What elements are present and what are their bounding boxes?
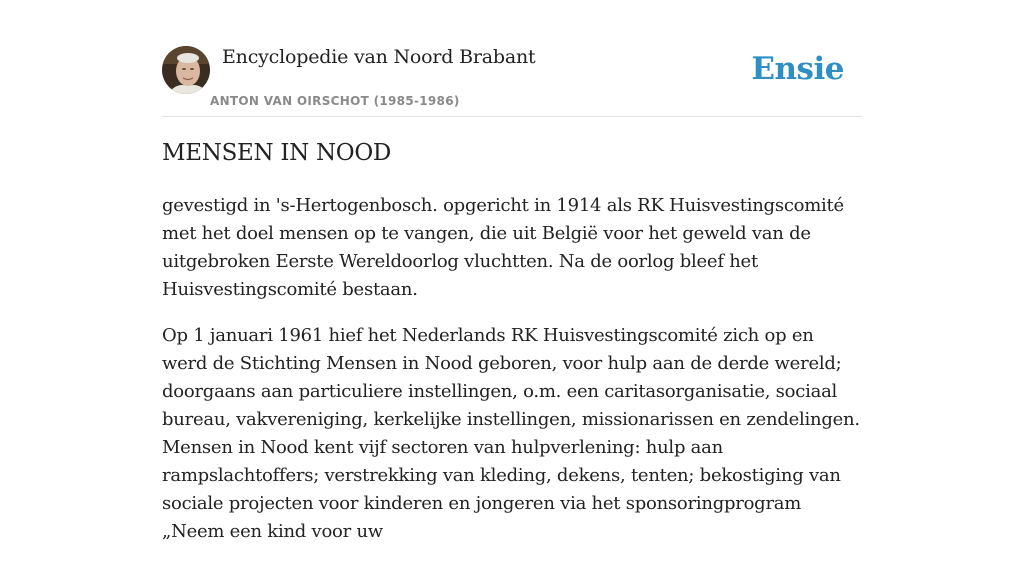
paragraph-1: gevestigd in 's-Hertogenbosch. opgericht in 1914 als RK Huisvestingscomité met het doel mensen op te vangen, die uit België voor het geweld van de uitgebroken Eerste Wereldoorlog vluchtten. Na de oorlog bleef het Huisvestingscomité bestaan. xyxy=(162,195,844,300)
brand-logo[interactable]: Ensie xyxy=(751,51,844,87)
author-name[interactable]: ANTON VAN OIRSCHOT (1985-1986) xyxy=(210,94,460,108)
header xyxy=(162,46,862,117)
article-body xyxy=(162,192,862,564)
author-portrait-icon xyxy=(162,46,210,94)
avatar[interactable] xyxy=(162,46,210,94)
site-title[interactable]: Encyclopedie van Noord Brabant xyxy=(222,46,536,68)
page-title: MENSEN IN NOOD xyxy=(162,140,392,166)
paragraph-2: Op 1 januari 1961 hief het Nederlands RK Huisvestingscomité zich op en werd de Stichting Mensen in Nood geboren, voor hulp aan de derde wereld; doorgaans aan particuliere instellingen, o.m. een caritasorganisatie, sociaal bureau, vakvereniging, kerkelijke instellingen, missionarissen en zendelingen. Mensen in Nood kent vijf sectoren van hulpverlening: hulp aan rampslachtoffers; verstrekking van kleding, dekens, tenten; bekostiging van sociale projecten voor kinderen en jongeren via het sponsoringprogram „Neem een kind voor uw xyxy=(162,325,860,542)
